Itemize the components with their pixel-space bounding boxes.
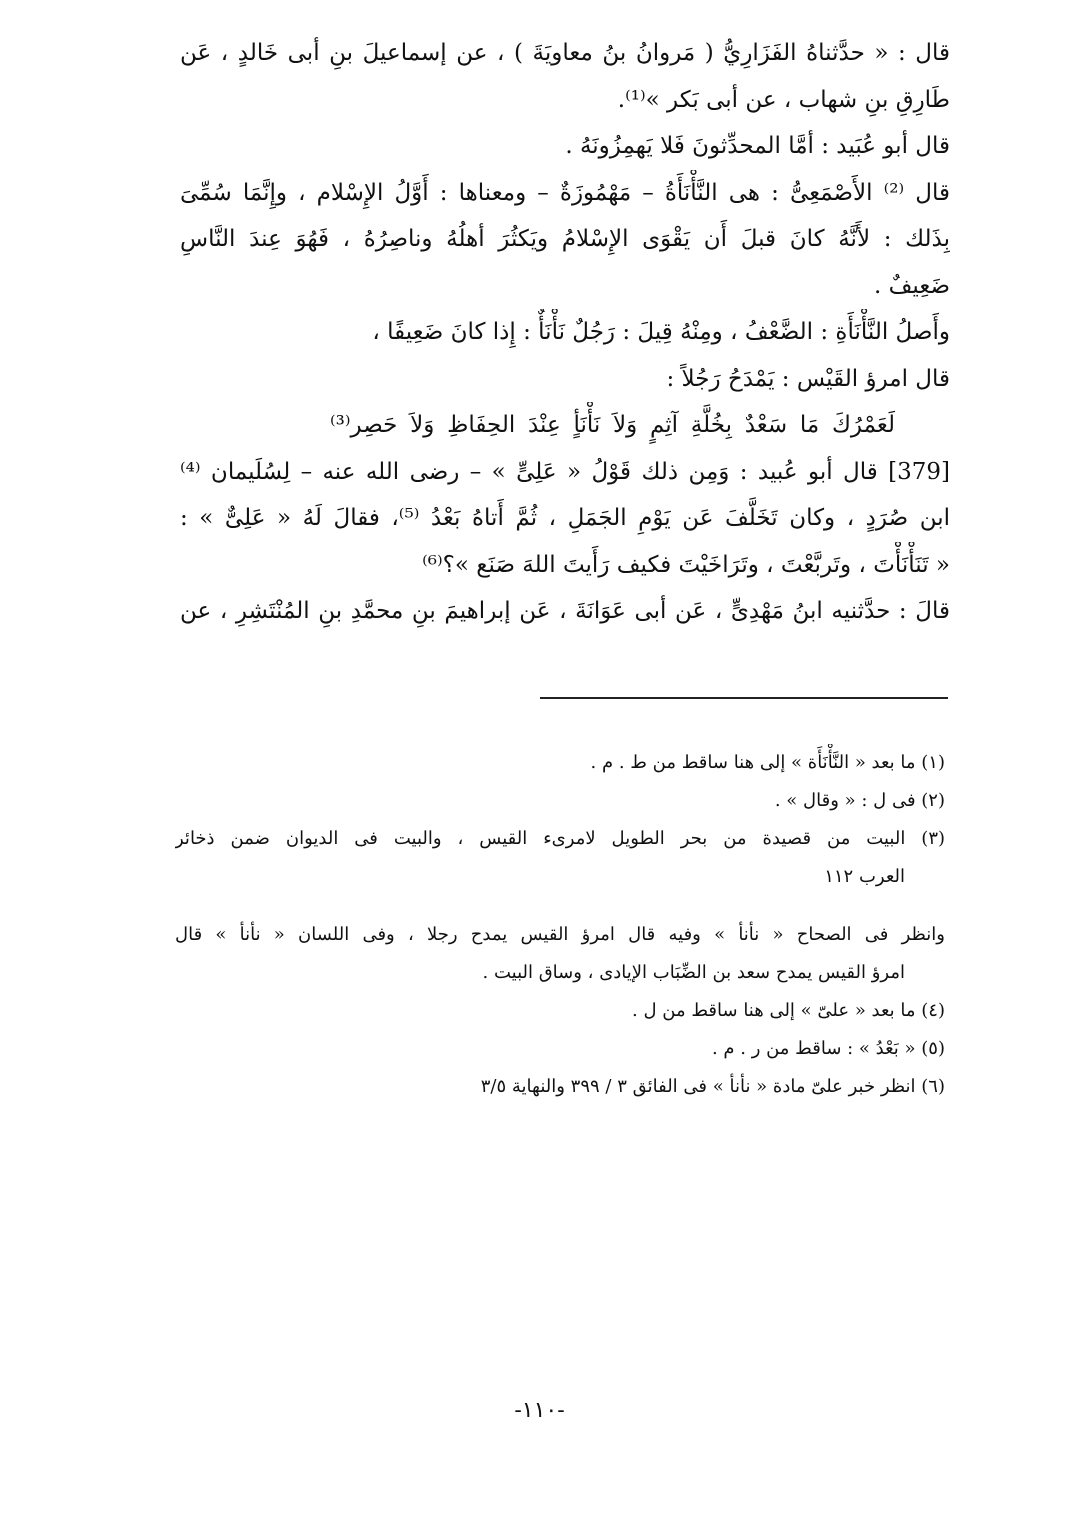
page-number: -١١٠-	[514, 1398, 565, 1423]
text-line: قال أبو عُبَيد : أمَّا المحدِّثونَ فَلا يَهمِزُونَهُ .	[565, 133, 950, 159]
footnote: (٦) انظر خبر علىّ مادة « نأنأ » فى الفائق ٣ / ٣٩٩ والنهاية ٣/٥	[480, 1076, 945, 1097]
footnote: (٤) ما بعد « علىّ » إلى هنا ساقط من ل .	[632, 1000, 945, 1021]
text-line: ابن صُرَدٍ ، وكان تَخَلَّفَ عَن يَوْمِ الجَمَلِ ، ثُمَّ أَتاهُ بَعْدُ ⁽⁵⁾، فقالَ لَهُ « عَلِىٌّ » :	[180, 505, 950, 531]
footnote-continuation: امرؤ القيس يمدح سعد بن الضِّبَاب الإيادى ، وساق البيت .	[482, 962, 905, 983]
text-line: « تَنَأْنَأْتَ ، وتَربَّعْتَ ، وتَرَاخَيْتَ فكيف رَأَيتَ اللهَ صَنَع »؟⁽⁶⁾	[422, 551, 950, 578]
text-line: طَارِقِ بنِ شهاب ، عن أبى بَكر »⁽¹⁾.	[617, 86, 950, 113]
footnote: (١) ما بعد « النَّأْنَأَة » إلى هنا ساقط من ط . م .	[590, 752, 945, 773]
footnote-continuation: وانظر فى الصحاح « نأنأ » وفيه قال امرؤ القيس يمدح رجلا ، وفى اللسان « نأنأ » قال	[175, 924, 945, 945]
text-line: ضَعِيفٌ .	[874, 272, 950, 299]
footnote-continuation: العرب ١١٢	[824, 866, 905, 887]
footnote-separator	[540, 697, 948, 699]
footnotes	[175, 744, 945, 1106]
footnote: (٣) البيت من قصيدة من بحر الطويل لامرىء القيس ، والبيت فى الديوان ضمن ذخائر	[175, 828, 945, 849]
poetry-verse: لَعَمْرُكَ مَا سَعْدٌ بِخُلَّةِ آثِمٍ وَلاَ نَأْنَأٍ عِنْدَ الحِفَاظِ وَلاَ حَصِر⁽³⁾	[330, 412, 895, 438]
text-line: وأَصلُ النَّأْنَأَةِ : الضَّعْفُ ، ومِنْهُ قِيلَ : رَجُلٌ نَأْنَأٌ : إِذا كانَ ضَعِيفًا ،	[372, 319, 950, 345]
footnote: (٢) فى ل : « وقال » .	[774, 790, 945, 811]
text-line: قالَ : حدَّثنيه ابنُ مَهْدِىٍّ ، عَن أبى عَوَانَةَ ، عَن إبراهيمَ بنِ محمَّدِ بنِ المُنْتَشِرِ ، عن	[180, 598, 950, 624]
text-line: بِذَلك : لأَنَّهُ كانَ قبلَ أَن يَقْوَى الإِسْلامُ ويَكثُرَ أهلُهُ وناصِرُهُ ، فَهُوَ عِندَ النَّاسِ	[180, 226, 950, 252]
footnote: (٥) « بَعْدُ » : ساقط من ر . م .	[711, 1038, 945, 1059]
main-text	[180, 30, 950, 635]
text-line: قال : « حدَّثناهُ الفَزَارِيُّ ( مَروانُ بنُ معاويَةَ ) ، عن إسماعيلَ بنِ أبى خَالدٍ ، عَن	[180, 40, 950, 66]
text-line: [379] قال أبو عُبيد : وَمِن ذلك قَوْلُ « عَلِىٍّ » – رضى الله عنه – لِسُلَيمان ⁽⁴⁾	[180, 458, 950, 485]
text-line: قال امرؤ القَيْس : يَمْدَحُ رَجُلاً :	[666, 365, 950, 392]
text-line: قال ⁽²⁾ الأَصْمَعِىُّ : هى النَّأْنَأَةُ – مَهْمُوزَةٌ – ومعناها : أَوَّلُ الإِسْلام ، وإِنَّمَا سُمِّىَ	[180, 179, 950, 206]
